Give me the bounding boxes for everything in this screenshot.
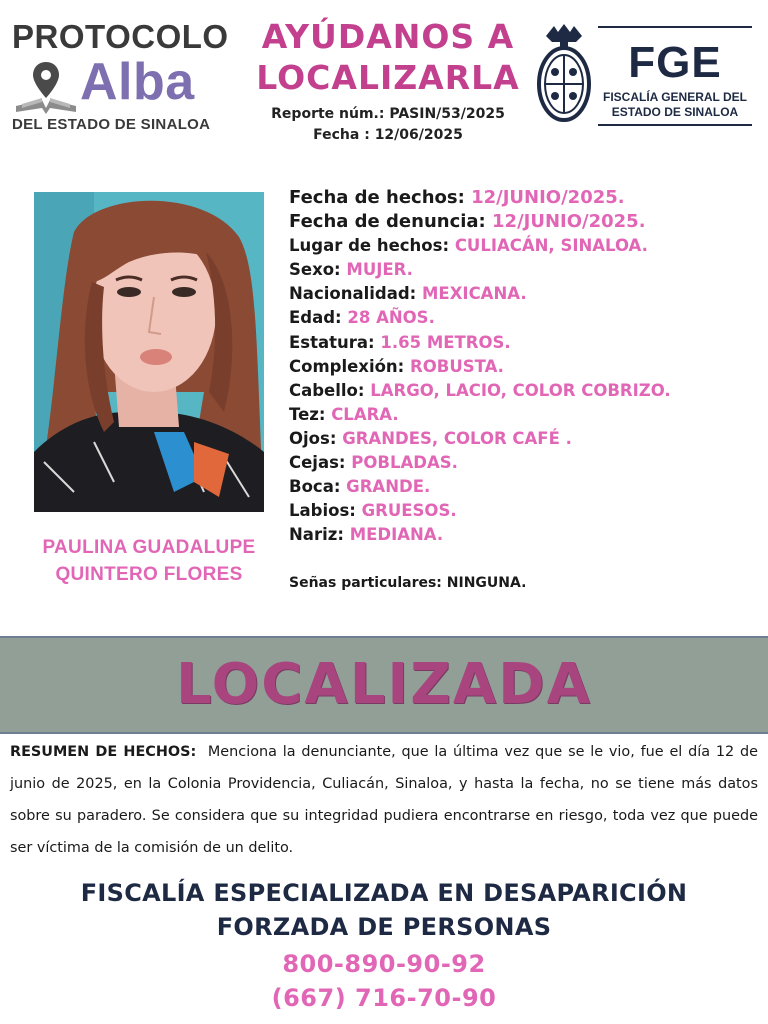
person-name — [20, 534, 278, 588]
detail-value: POBLADAS. — [351, 453, 458, 473]
fge-subtitle — [598, 90, 752, 120]
person-photo — [34, 192, 264, 512]
detail-row-boca — [289, 475, 759, 499]
detail-row-labios — [289, 499, 759, 523]
detail-value: 1.65 METROS. — [380, 332, 511, 352]
detail-value: CULIACÁN, SINALOA. — [454, 236, 648, 256]
detail-label: Complexión: — [289, 356, 411, 376]
detail-label: Boca: — [289, 477, 347, 497]
detail-label: Tez: — [289, 404, 332, 424]
detail-label: Lugar de hechos: — [289, 236, 455, 256]
estado-label: DEL ESTADO DE SINALOA — [12, 116, 211, 133]
fge-subtitle-line2: ESTADO DE SINALOA — [611, 105, 739, 119]
detail-label: Nariz: — [289, 525, 350, 545]
status-banner — [0, 636, 768, 734]
detail-row-sexo — [289, 258, 759, 282]
detail-label: Fecha de hechos: — [289, 187, 472, 208]
detail-value: ROBUSTA. — [410, 356, 504, 376]
detail-value: 28 AÑOS. — [347, 308, 435, 328]
detail-value: MEXICANA. — [422, 284, 527, 304]
detail-row-cabello — [289, 379, 759, 403]
detail-row-ojos — [289, 427, 759, 451]
detail-value: MUJER. — [346, 260, 413, 280]
detail-label: Cejas: — [289, 453, 352, 473]
help-title-line1: AYÚDANOS A — [261, 17, 515, 56]
detail-row-fecha-denuncia — [289, 210, 759, 234]
agency-name — [0, 876, 768, 944]
alba-label: Alba — [80, 53, 195, 111]
detail-row-lugar — [289, 234, 759, 258]
details-list — [289, 186, 759, 547]
detail-value: MEDIANA. — [349, 525, 444, 545]
agency-name-line1: FISCALÍA ESPECIALIZADA EN DESAPARICIÓN — [80, 879, 688, 907]
help-title — [250, 16, 526, 98]
detail-row-nacionalidad — [289, 282, 759, 306]
detail-row-edad — [289, 306, 759, 330]
state-seal-icon — [536, 22, 592, 128]
fge-title: FGE — [628, 38, 722, 87]
book-location-icon — [14, 58, 78, 116]
report-number: Reporte núm.: PASIN/53/2025 — [271, 106, 505, 122]
detail-value: GRUESOS. — [361, 501, 457, 521]
summary-text: Menciona la denunciante, que la última vez que se le vio, fue el día 12 de junio de 2025, en la Colonia Providencia, Culiacán, Sinaloa, y hasta la fecha, no se tiene más datos sobre su paradero. Se considera que su integridad pudiera encontrarse en riesgo, toda vez que puede ser víctima de la comisión de un delito. — [10, 744, 758, 856]
detail-label: Fecha de denuncia: — [289, 211, 493, 233]
phone-number-1: 800-890-90-92 — [282, 950, 486, 978]
detail-row-fecha-hechos — [289, 186, 759, 210]
detail-label: Ojos: — [289, 428, 343, 448]
help-title-line2: LOCALIZARLA — [256, 58, 520, 97]
senas-particulares: Señas particulares: NINGUNA. — [289, 575, 527, 591]
detail-value: 12/JUNIO/2025. — [471, 187, 625, 208]
person-name-line1: PAULINA GUADALUPE — [42, 537, 256, 558]
fge-logo — [598, 26, 752, 126]
detail-label: Edad: — [289, 308, 348, 328]
detail-row-tez — [289, 403, 759, 427]
status-text: LOCALIZADA — [175, 652, 593, 717]
detail-label: Labios: — [289, 501, 362, 521]
person-name-line2: QUINTERO FLORES — [55, 564, 243, 585]
detail-label: Cabello: — [289, 380, 371, 400]
detail-value: CLARA. — [331, 404, 399, 424]
detail-value: GRANDE. — [346, 477, 431, 497]
detail-row-nariz — [289, 523, 759, 547]
detail-label: Estatura: — [289, 332, 381, 352]
detail-label: Sexo: — [289, 260, 347, 280]
detail-label: Nacionalidad: — [289, 284, 423, 304]
summary-paragraph — [10, 736, 758, 864]
fge-subtitle-line1: FISCALÍA GENERAL DEL — [602, 90, 747, 104]
agency-name-line2: FORZADA DE PERSONAS — [216, 913, 552, 941]
report-date: Fecha : 12/06/2025 — [313, 127, 463, 143]
detail-value: GRANDES, COLOR CAFÉ . — [342, 428, 572, 448]
detail-row-estatura — [289, 331, 759, 355]
protocolo-alba-logo — [10, 18, 242, 138]
detail-value: LARGO, LACIO, COLOR COBRIZO. — [370, 380, 671, 400]
phone-number-2: (667) 716-70-90 — [271, 984, 497, 1012]
protocolo-label: PROTOCOLO — [12, 18, 229, 55]
summary-label: RESUMEN DE HECHOS: — [10, 744, 197, 760]
detail-value: 12/JUNIO/2025. — [492, 211, 646, 233]
detail-row-cejas — [289, 451, 759, 475]
detail-row-complexion — [289, 355, 759, 379]
